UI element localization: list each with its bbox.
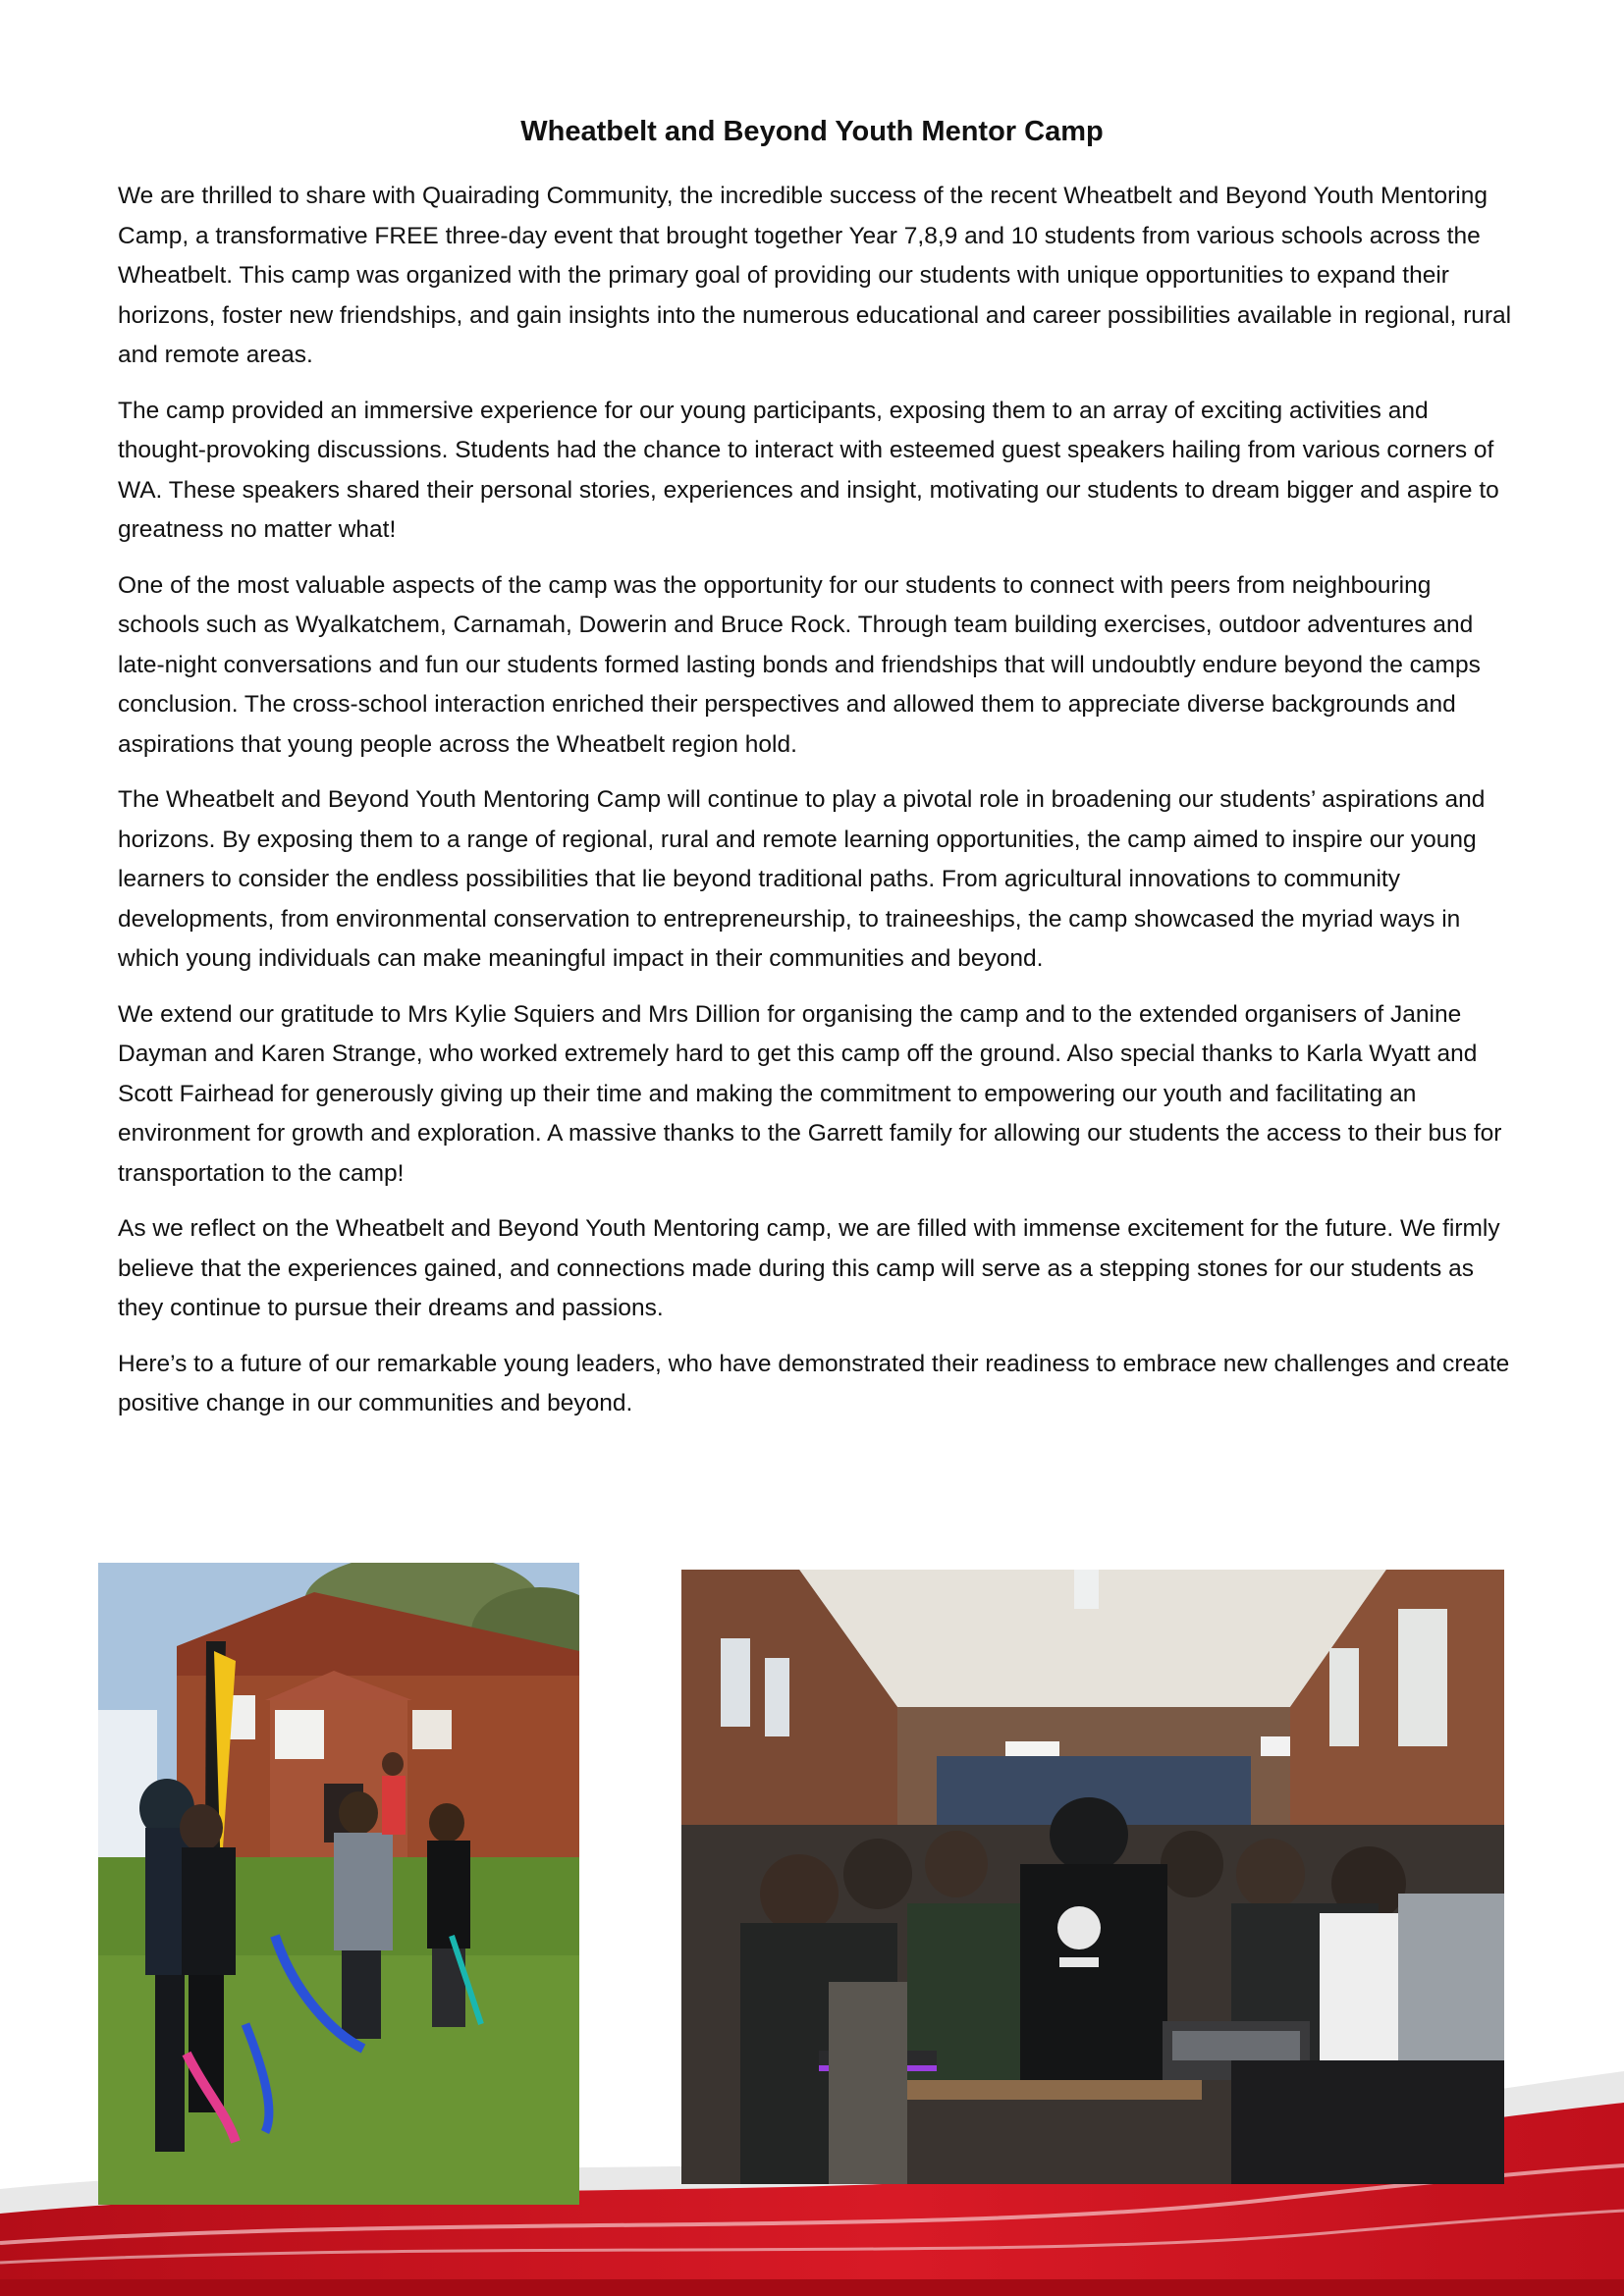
article-body xyxy=(118,177,1512,1440)
paragraph-gratitude: We extend our gratitude to Mrs Kylie Squiers and Mrs Dillion for organising the camp and to the extended organisers of Janine Dayman and Karen Strange, who worked extremely hard to get this camp off the ground. Also special thanks to Karla Wyatt and Scott Fairhead for generously giving up their time and making the commitment to empowering our youth and facilitating an environment for growth and exploration. A massive thanks to the Garrett family for allowing our students the access to their bus for transportation to the camp! xyxy=(118,1000,1502,1187)
article-title: Wheatbelt and Beyond Youth Mentor Camp xyxy=(520,116,1104,147)
photo-outdoor-activity xyxy=(98,1563,579,2205)
paragraph-closing: Here’s to a future of our remarkable young leaders, who have demonstrated their readiness to embrace new challenges and create positive change in our communities and beyond. xyxy=(118,1350,1510,1416)
photo-indoor-hall-session xyxy=(681,1570,1504,2184)
paragraph-experience: The camp provided an immersive experience for our young participants, exposing them to an array of exciting activities and thought-provoking discussions. Students had the chance to interact with esteemed guest speakers hailing from various corners of WA. These speakers shared their personal stories, experiences and insight, motivating our students to dream bigger and aspire to greatness no matter what! xyxy=(118,397,1499,543)
paragraph-connections: One of the most valuable aspects of the camp was the opportunity for our students to connect with peers from neighbouring schools such as Wyalkatchem, Carnamah, Dowerin and Bruce Rock. Through team building exercises, outdoor adventures and late-night conversations and fun our students formed lasting bonds and friendships that will undoubtly endure beyond the camps conclusion. The cross-school interaction enriched their perspectives and allowed them to appreciate diverse backgrounds and aspirations that young people across the Wheatbelt region hold. xyxy=(118,571,1481,758)
paragraph-reflection: As we reflect on the Wheatbelt and Beyond Youth Mentoring camp, we are filled with immense excitement for the future. We firmly believe that the experiences gained, and connections made during this camp will serve as a stepping stones for our students as they continue to pursue their dreams and passions. xyxy=(118,1215,1500,1321)
paragraph-intro: We are thrilled to share with Quairading Community, the incredible success of the recent Wheatbelt and Beyond Youth Mentoring Camp, a transformative FREE three-day event that brought together Year 7,8,9 and 10 students from various schools across the Wheatbelt. This camp was organized with the primary goal of providing our students with unique opportunities to expand their horizons, foster new friendships, and gain insights into the numerous educational and career possibilities available in regional, rural and remote areas. xyxy=(118,183,1512,368)
paragraph-aspirations: The Wheatbelt and Beyond Youth Mentoring Camp will continue to play a pivotal role in broadening our students’ aspirations and horizons. By exposing them to a range of regional, rural and remote learning opportunities, the camp aimed to inspire our young learners to consider the endless possibilities that lie beyond traditional paths. From agricultural innovations to community developments, from environmental conservation to entrepreneurship, to traineeships, the camp showcased the myriad ways in which young individuals can make meaningful impact in their communities and beyond. xyxy=(118,786,1486,972)
